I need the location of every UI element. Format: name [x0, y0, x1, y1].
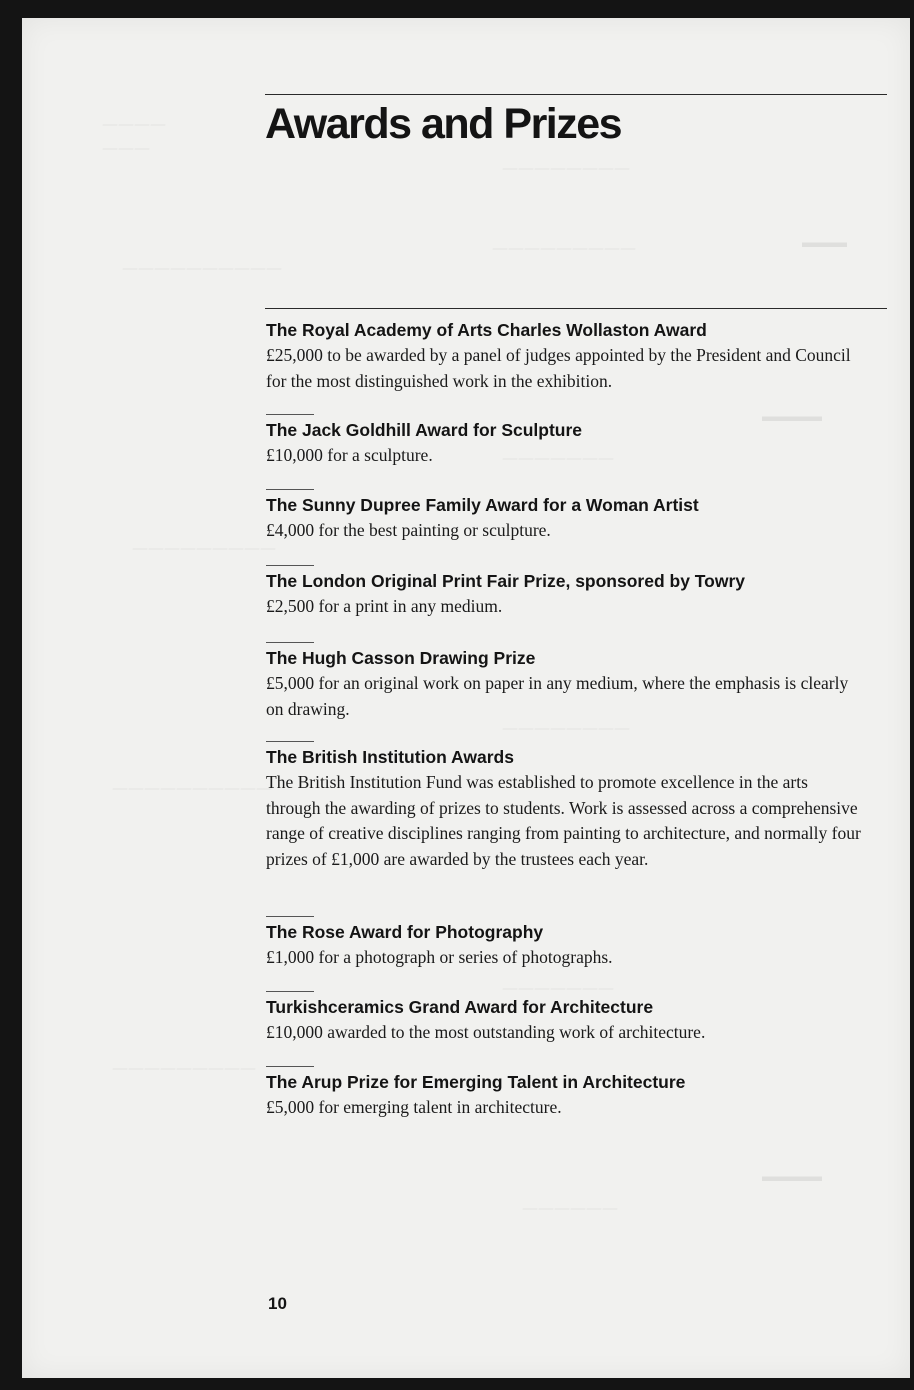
- award-item: [266, 565, 866, 620]
- award-description: £1,000 for a photograph or series of photographs.: [266, 947, 613, 967]
- divider: [266, 565, 314, 566]
- award-description: The British Institution Fund was established to promote excellence in the arts through the awarding of prizes to students. Work is assessed across a comprehensive range of creative disciplines ranging from painting to architecture, and normally four prizes of £1,000 are awarded by the trustees each year.: [266, 772, 861, 869]
- award-title: The Royal Academy of Arts Charles Wollaston Award: [266, 320, 707, 340]
- award-title: The Jack Goldhill Award for Sculpture: [266, 420, 583, 440]
- divider: [266, 916, 314, 917]
- divider: [266, 1066, 314, 1067]
- award-item: [266, 414, 866, 469]
- document-page: ———— ——— ———————— ————————— —————————— ——————— ————————— ———————— —————————— ——————— ————————— —————— ▬▬▬ ▬▬▬▬ ▬▬▬▬ Awards and Prizes The Royal Academy of Arts Charles Wollaston Award £25,000 to be awarded by a panel of judges appointed by the President and Council for the most distinguished work in the exhibition. The Jack Goldhill Award for Sculpture £10,000 for a sculpture. The Sunny Dupree Family Award for a Woman Artist £4,000 for the best painting or sculpture. The London Original Print Fair Prize, sponsored by Towry £2,500 for a print in any medium. The Hugh Casson Drawing Prize £5,000 for an original work on paper in any medium, where the emphasis is clearly on drawing. The British Institution Awards The British Institution Fund was established to promote excellence in the arts through the awarding of prizes to students. Work is assessed across a comprehensive range of creative disciplines ranging from painting to architecture, and normally four prizes of £1,000 are awarded by the trustees each year. The Rose Award for Photography £1,000 for a photograph or series of photographs. Turkishceramics Grand Award for Architecture £10,000 awarded to the most outstanding work of architecture. The Arup Prize for Emerging Talent in Architecture £5,000 for emerging talent in architecture. 10: [22, 18, 910, 1378]
- award-title: Turkishceramics Grand Award for Architecture: [266, 997, 654, 1017]
- top-rule: [265, 94, 887, 95]
- award-title: The London Original Print Fair Prize, sponsored by Towry: [266, 571, 746, 591]
- award-description: £5,000 for an original work on paper in any medium, where the emphasis is clearly on drawing.: [266, 673, 849, 719]
- award-description: £2,500 for a print in any medium.: [266, 596, 503, 616]
- section-rule: [265, 308, 887, 309]
- award-title: The Rose Award for Photography: [266, 922, 544, 942]
- award-item: [266, 916, 866, 971]
- award-title: The Sunny Dupree Family Award for a Woman Artist: [266, 495, 699, 515]
- divider: [266, 642, 314, 643]
- award-title: The British Institution Awards: [266, 747, 514, 767]
- award-description: £10,000 awarded to the most outstanding work of architecture.: [266, 1022, 706, 1042]
- award-description: £25,000 to be awarded by a panel of judges appointed by the President and Council for the most distinguished work in the exhibition.: [266, 345, 851, 391]
- award-item: [266, 318, 866, 394]
- award-item: [266, 991, 866, 1046]
- award-title: The Hugh Casson Drawing Prize: [266, 648, 536, 668]
- award-title: The Arup Prize for Emerging Talent in Architecture: [266, 1072, 686, 1092]
- award-description: £4,000 for the best painting or sculpture.: [266, 520, 551, 540]
- award-item: [266, 741, 866, 872]
- divider: [266, 414, 314, 415]
- page-title: Awards and Prizes: [265, 100, 622, 148]
- award-item: [266, 489, 866, 544]
- award-description: £5,000 for emerging talent in architecture.: [266, 1097, 562, 1117]
- award-description: £10,000 for a sculpture.: [266, 445, 433, 465]
- page-number: 10: [268, 1294, 287, 1313]
- divider: [266, 991, 314, 992]
- divider: [266, 741, 314, 742]
- award-item: [266, 642, 866, 722]
- divider: [266, 489, 314, 490]
- award-item: [266, 1066, 866, 1121]
